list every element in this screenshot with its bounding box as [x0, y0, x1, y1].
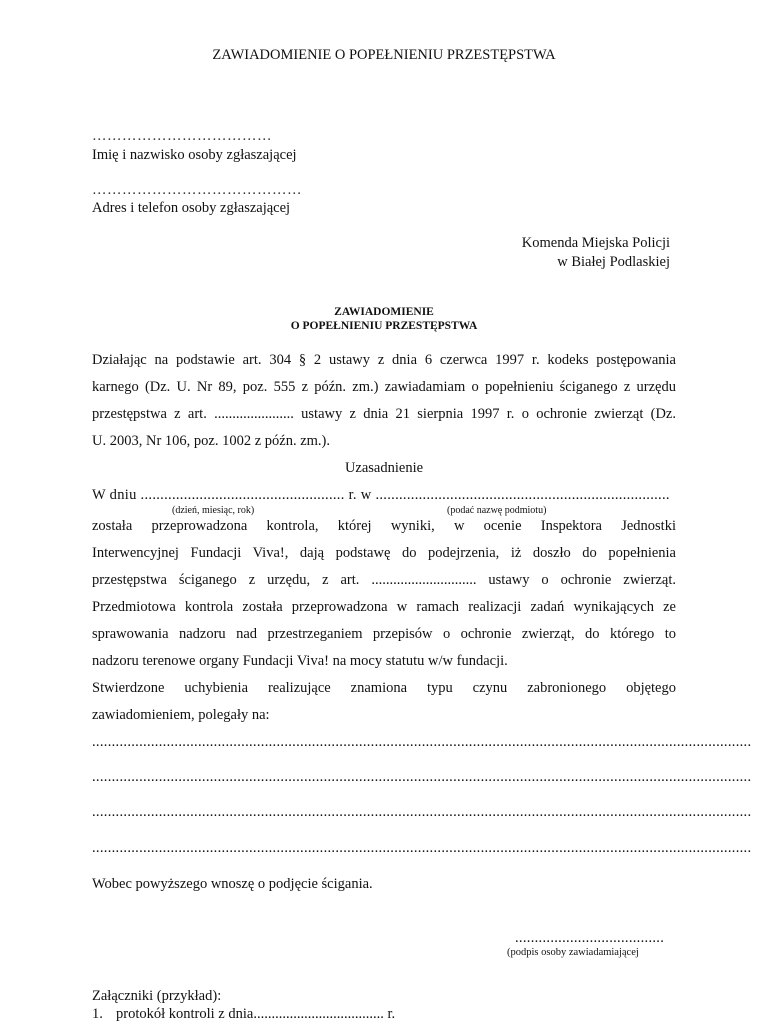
findings-line: Stwierdzone uchybienia realizujące znamiona typu czynu zabronionego objętego: [92, 680, 676, 696]
findings-line: zawiadomieniem, polegały na:: [92, 707, 270, 723]
doc-heading-line-2: O POPEŁNIENIU PRZESTĘPSTWA: [290, 320, 478, 332]
attachment-number: 1.: [92, 1006, 103, 1022]
body-line: przestępstwa ściganego z urzędu, z art. ............................. ustawy o ochronie zwierząt.: [92, 572, 676, 588]
body-line: nadzoru terenowe organy Fundacji Viva! na mocy statutu w/w fundacji.: [92, 653, 508, 669]
attachments-heading: Załączniki (przykład):: [92, 988, 222, 1004]
date-place-line: W dniu .................................................... r. w ...........................................................................: [92, 487, 670, 503]
addressee-line-1: Komenda Miejska Policji: [521, 235, 670, 251]
addressee-line-2: w Białej Podlaskiej: [557, 254, 670, 270]
reporter-name-label: Imię i nazwisko osoby zgłaszającej: [92, 147, 297, 163]
reporter-name-dots: ………………………………: [92, 128, 272, 144]
blank-line: ........................................................................................................................................................................: [92, 804, 752, 820]
justification-heading: Uzasadnienie: [344, 460, 424, 476]
body-line: Interwencyjnej Fundacji Viva!, dają podstawę do podejrzenia, iż doszło do popełnienia: [92, 545, 676, 561]
body-line: została przeprowadzona kontrola, której wyniki, w ocenie Inspektora Jednostki: [92, 518, 676, 534]
doc-heading-line-1: ZAWIADOMIENIE: [334, 306, 434, 318]
entity-hint: (podać nazwę podmiotu): [447, 505, 547, 516]
intro-line: karnego (Dz. U. Nr 89, poz. 555 z późn. zm.) zawiadamiam o popełnieniu ściganego z urzędu: [92, 379, 676, 395]
body-line: sprawowania nadzoru nad przestrzeganiem przepisów o ochronie zwierząt, do którego to: [92, 626, 676, 642]
date-hint: (dzień, miesiąc, rok): [172, 505, 255, 516]
signature-label: (podpis osoby zawiadamiającej: [507, 947, 639, 958]
signature-dots: ......................................: [515, 930, 665, 946]
attachment-text: protokół kontroli z dnia.................................... r.: [116, 1006, 396, 1022]
body-line: Przedmiotowa kontrola została przeprowadzona w ramach realizacji zadań wynikających ze: [92, 599, 676, 615]
request-text: Wobec powyższego wnoszę o podjęcie ścigania.: [92, 876, 373, 892]
intro-line: przestępstwa z art. ...................... ustawy z dnia 21 sierpnia 1997 r. o ochronie zwierząt (Dz.: [92, 406, 676, 422]
intro-line: U. 2003, Nr 106, poz. 1002 z późn. zm.).: [92, 433, 330, 449]
reporter-address-dots: ……………………………………: [92, 182, 302, 198]
blank-line: ........................................................................................................................................................................: [92, 840, 752, 856]
blank-line: ........................................................................................................................................................................: [92, 734, 752, 750]
reporter-address-label: Adres i telefon osoby zgłaszającej: [92, 200, 291, 216]
document-title: ZAWIADOMIENIE O POPEŁNIENIU PRZESTĘPSTWA: [212, 47, 556, 63]
blank-line: ........................................................................................................................................................................: [92, 769, 752, 785]
intro-line: Działając na podstawie art. 304 § 2 ustawy z dnia 6 czerwca 1997 r. kodeks postępowania: [92, 352, 676, 368]
